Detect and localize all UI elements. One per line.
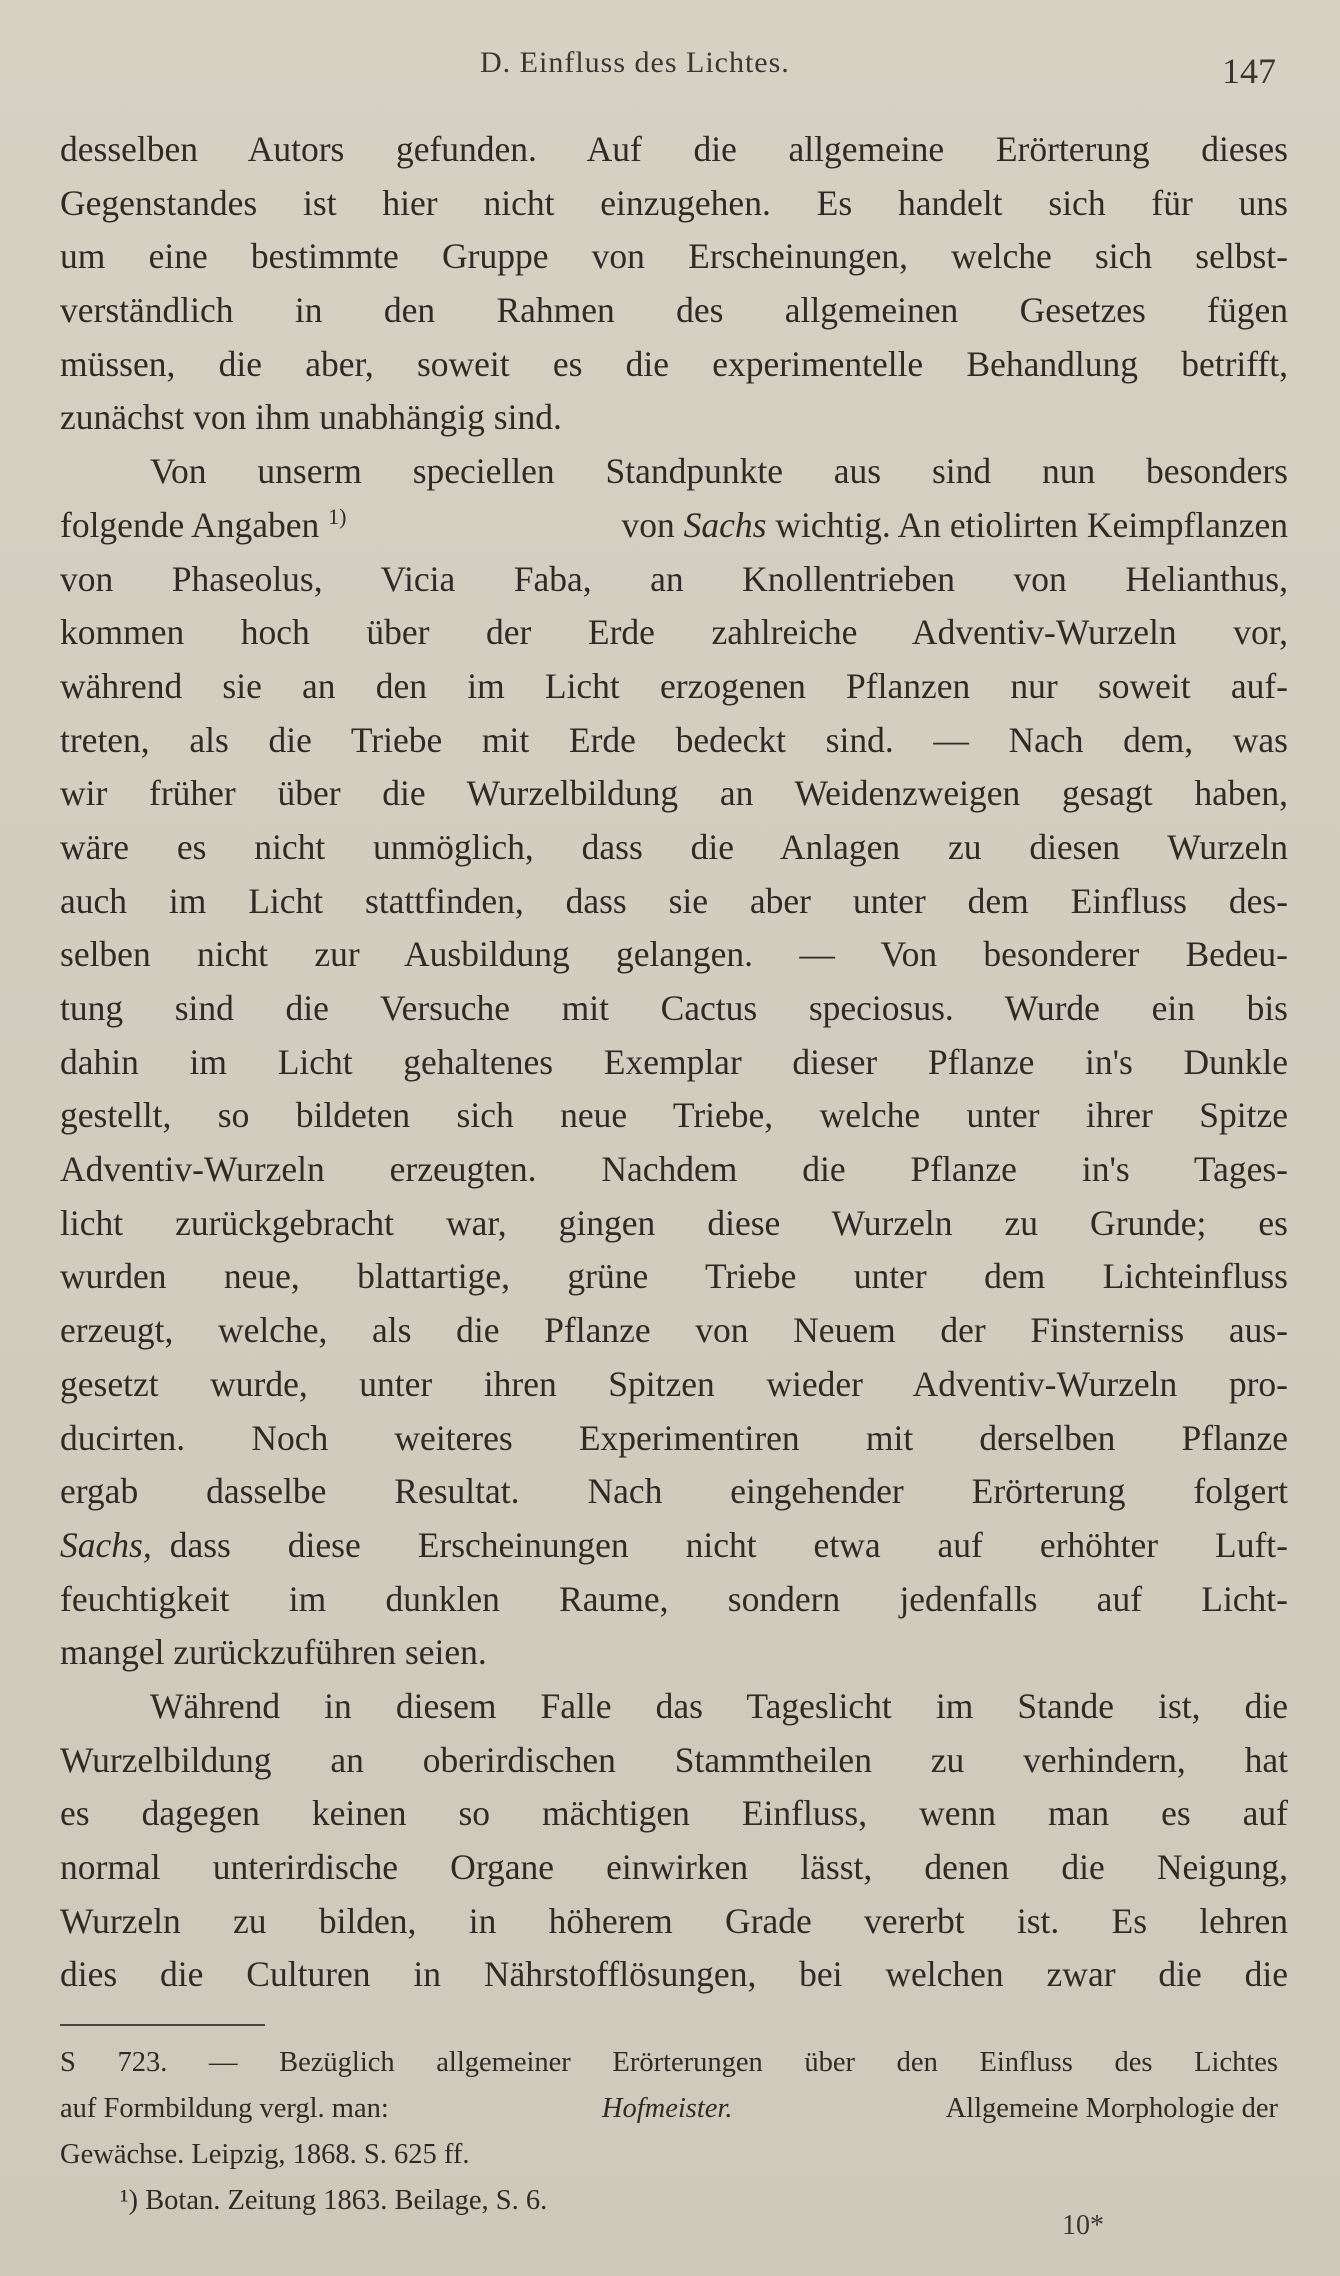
text-line-35 [60,1948,1288,2002]
text-line-28 [60,1573,1288,1627]
running-head [0,42,1340,92]
line-text: Wurzelbildung an oberirdischen Stammtheilen zu verhindern, hat [60,1739,1288,1780]
text-line-24 [60,1358,1288,1412]
line-text: desselben Autors gefunden. Auf die allgemeine Erörterung dieses [60,129,1288,169]
text-line-22 [60,1250,1288,1304]
text-line-25 [60,1412,1288,1466]
footnote-author: Hofmeister. [601,2093,733,2124]
line-text: gestellt, so bildeten sich neue Triebe, welche unter ihrer Spitze [60,1095,1288,1136]
text-line-26 [60,1465,1288,1519]
line-text: folgende Angaben [60,504,320,545]
text-line-16 [60,928,1288,982]
line-text: dahin im Licht gehaltenes Exemplar dieser Pflanze in's Dunkle [60,1041,1288,1082]
text-line-1 [60,123,1288,177]
text-line-18 [60,1036,1288,1090]
text-line-31 [60,1734,1288,1788]
line-text: ergab dasselbe Resultat. Nach eingehender Erörterung folgert [60,1471,1288,1512]
text-line-34 [60,1895,1288,1949]
line-text: wir früher über die Wurzelbildung an Weidenzweigen gesagt haben, [60,773,1288,814]
signature-mark: 10* [1062,2210,1104,2241]
line-text: Wurzeln zu bilden, in höherem Grade vererbt ist. Es lehren [60,1900,1288,1941]
text-line-19 [60,1089,1288,1143]
line-text: Gegenstandes ist hier nicht einzugehen. Es handelt sich für uns [60,182,1288,223]
line-text: müssen, die aber, soweit es die experimentelle Behandlung betrifft, [60,343,1288,384]
text-line-21 [60,1197,1288,1251]
footnote-line-2 [60,2086,1278,2132]
line-segment [60,499,346,553]
text-line-33 [60,1841,1288,1895]
text-line-29 [60,1626,1288,1680]
line-text: es dagegen keinen so mächtigen Einfluss, wenn man es auf [60,1793,1288,1834]
line-text: dass diese Erscheinungen nicht etwa auf erhöhter Luft- [169,1524,1288,1565]
line-text: auch im Licht stattfinden, dass sie aber unter dem Einfluss des- [60,880,1288,921]
text-line-13 [60,767,1288,821]
footnote-text: ¹) Botan. Zeitung 1863. Beilage, S. 6. [120,2185,548,2216]
page-number: 147 [1222,51,1276,91]
footnotes [60,2040,1278,2224]
line-text: verständlich in den Rahmen des allgemeinen Gesetzes fügen [60,290,1288,331]
author-name: Sachs [683,504,767,545]
footnote-text: S 723. — Bezüglich allgemeiner Erörterungen über den Einfluss des Lichtes [60,2047,1278,2078]
text-line-30 [60,1680,1288,1734]
line-text: von [621,504,675,545]
footnote-text: Gewächse. Leipzig, 1868. S. 625 ff. [60,2139,470,2170]
line-text: wichtig. An etiolirten Keimpflanzen [775,504,1288,545]
text-line-10 [60,606,1288,660]
footnote-line-3 [60,2132,1278,2178]
line-text: mangel zurückzuführen seien. [60,1632,487,1673]
line-text: licht zurückgebracht war, gingen diese Wurzeln zu Grunde; es [60,1202,1288,1243]
text-line-17 [60,982,1288,1036]
text-line-5 [60,338,1288,392]
footnote-text: Allgemeine Morphologie der [945,2093,1278,2124]
running-title: D. Einfluss des Lichtes. [480,46,790,79]
line-text: feuchtigkeit im dunklen Raume, sondern jedenfalls auf Licht- [60,1578,1288,1619]
line-text: normal unterirdische Organe einwirken lässt, denen die Neigung, [60,1847,1288,1887]
text-line-7 [60,445,1288,499]
text-line-11 [60,660,1288,714]
line-text: Während in diesem Falle das Tageslicht im Stande ist, die [150,1685,1288,1726]
line-text: wurden neue, blattartige, grüne Triebe unter dem Lichteinfluss [60,1256,1288,1297]
text-line-20 [60,1143,1288,1197]
footnote-rule [60,2024,265,2026]
footnote-line-1 [60,2040,1278,2086]
body-text [60,123,1288,2002]
footnote-text: auf Formbildung vergl. man: [60,2093,389,2124]
line-text: selben nicht zur Ausbildung gelangen. — Von besonderer Bedeu- [60,934,1288,975]
line-text: Adventiv-Wurzeln erzeugten. Nachdem die Pflanze in's Tages- [60,1149,1288,1190]
text-line-12 [60,714,1288,768]
line-text: während sie an den im Licht erzogenen Pflanzen nur soweit auf- [60,665,1288,706]
line-text: zunächst von ihm unabhängig sind. [60,397,562,438]
line-text: erzeugt, welche, als die Pflanze von Neuem der Finsterniss aus- [60,1310,1288,1351]
line-text: Von unserm speciellen Standpunkte aus sind nun besonders [150,451,1288,492]
author-name: Sachs, [60,1524,152,1565]
line-text: wäre es nicht unmöglich, dass die Anlagen zu diesen Wurzeln [60,826,1288,867]
line-text: ducirten. Noch weiteres Experimentiren mit derselben Pflanze [60,1417,1288,1458]
line-text: kommen hoch über der Erde zahlreiche Adventiv-Wurzeln vor, [60,612,1288,653]
line-text: gesetzt wurde, unter ihren Spitzen wieder Adventiv-Wurzeln pro- [60,1363,1288,1404]
text-line-14 [60,821,1288,875]
text-line-8 [60,499,1288,553]
line-segment [622,499,1288,553]
footnote-mark: 1) [328,503,347,529]
text-line-15 [60,875,1288,929]
line-text: tung sind die Versuche mit Cactus speciosus. Wurde ein bis [60,988,1288,1028]
line-text: um eine bestimmte Gruppe von Erscheinungen, welche sich selbst- [60,236,1288,277]
line-text: von Phaseolus, Vicia Faba, an Knollentrieben von Helianthus, [60,558,1288,599]
line-text: dies die Culturen in Nährstofflösungen, bei welchen zwar die die [60,1954,1288,1995]
text-line-9 [60,553,1288,607]
line-text: treten, als die Triebe mit Erde bedeckt sind. — Nach dem, was [60,719,1288,760]
text-line-4 [60,284,1288,338]
text-line-2 [60,177,1288,231]
text-line-6 [60,391,1288,445]
text-line-23 [60,1304,1288,1358]
text-line-3 [60,230,1288,284]
text-line-27 [60,1519,1288,1573]
text-line-32 [60,1787,1288,1841]
